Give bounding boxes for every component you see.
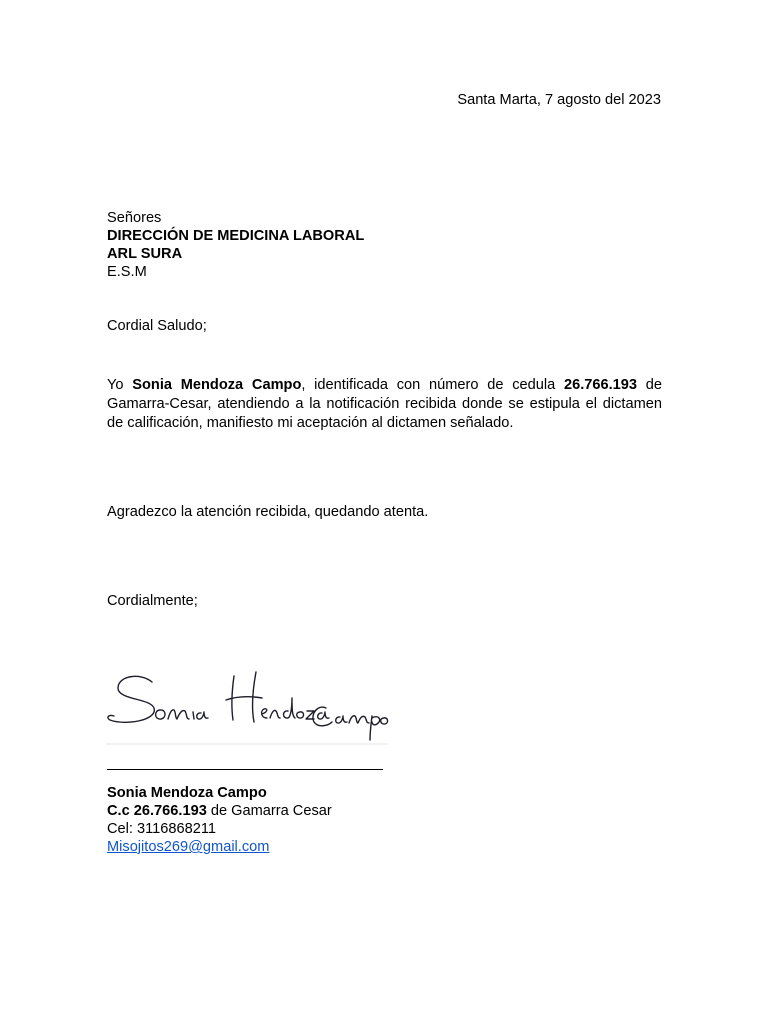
- signer-id-line: [107, 802, 662, 820]
- body-id-number: 26.766.193: [563, 377, 638, 393]
- signer-phone: Cel: 3116868211: [107, 821, 217, 837]
- signature-line: [107, 769, 383, 770]
- date-line: Santa Marta, 7 agosto del 2023: [457, 92, 661, 108]
- greeting: Cordial Saludo;: [107, 318, 207, 334]
- body-middle: , identificada con número de cedula: [301, 377, 564, 393]
- body-intro: Yo: [107, 377, 133, 393]
- body-rest: de Gamarra-Cesar, atendiendo a la notificación recibida donde se estipula el dictamen de calificación, manifiesto mi aceptación al dictamen señalado.: [107, 377, 662, 431]
- addressee-abbreviation: E.S.M: [107, 264, 147, 280]
- addressee-block: [107, 209, 662, 281]
- body-name: Sonia Mendoza Campo: [132, 377, 302, 393]
- addressee-department: DIRECCIÓN DE MEDICINA LABORAL: [107, 228, 365, 244]
- signer-name: Sonia Mendoza Campo: [107, 785, 267, 801]
- signer-id-suffix: de Gamarra Cesar: [206, 803, 332, 819]
- signer-email-link[interactable]: Misojitos269@gmail.com: [107, 839, 270, 855]
- handwritten-signature: [104, 662, 392, 754]
- signer-id-number: 26.766.193: [133, 803, 207, 819]
- closing-line: Cordialmente;: [107, 593, 198, 609]
- addressee-company: ARL SURA: [107, 246, 183, 262]
- addressee-salutation: Señores: [107, 210, 162, 226]
- signer-id-prefix: C.c: [107, 803, 134, 819]
- body-paragraph: [107, 376, 662, 433]
- thanks-line: Agradezco la atención recibida, quedando atenta.: [107, 504, 429, 520]
- signer-block: [107, 784, 662, 856]
